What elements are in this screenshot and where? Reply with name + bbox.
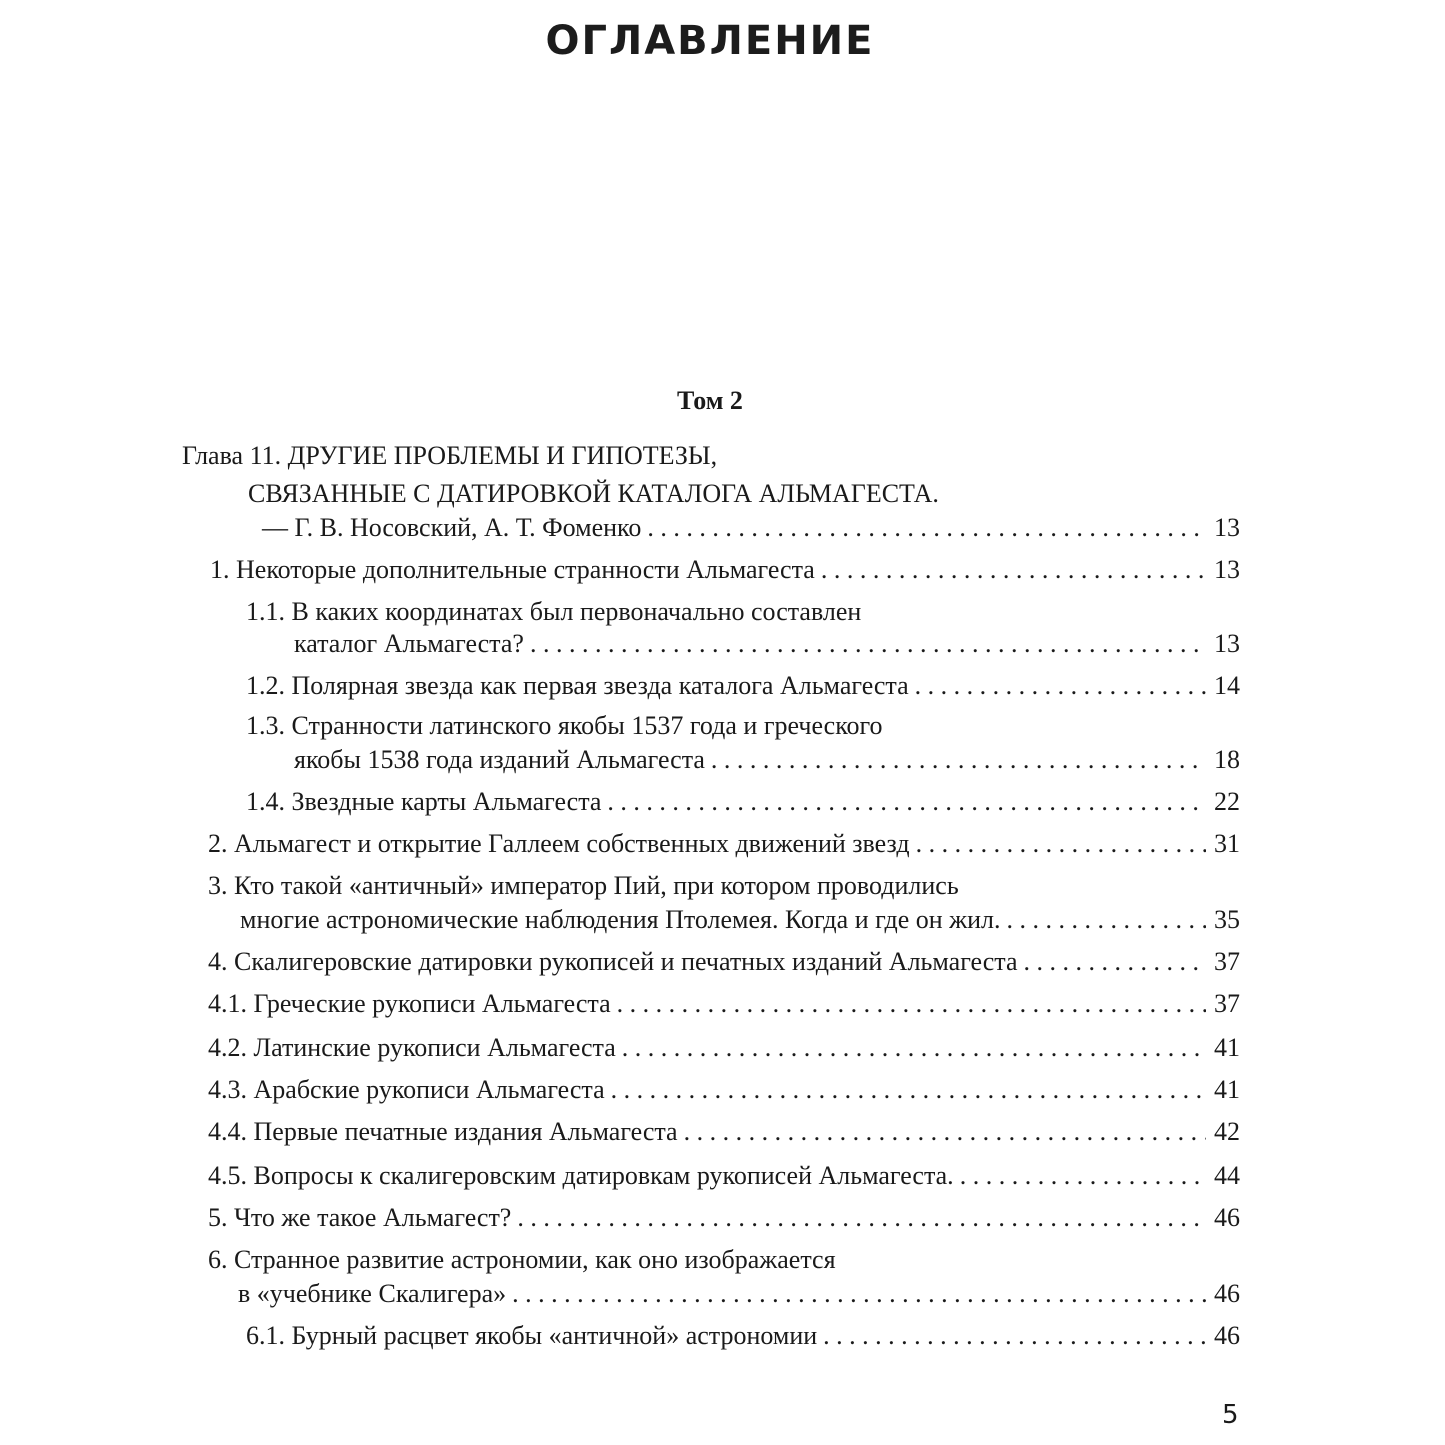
page-ref: 46	[1214, 1279, 1240, 1308]
chapter-title-line-2: СВЯЗАННЫЕ С ДАТИРОВКОЙ КАТАЛОГА АЛЬМАГЕСТА.	[248, 479, 939, 508]
leader-dots	[960, 1160, 1206, 1192]
page-ref: 14	[1214, 671, 1240, 700]
page-ref: 22	[1214, 787, 1240, 816]
leader-dots	[530, 628, 1206, 660]
page-ref: 37	[1214, 989, 1240, 1018]
toc-entry-5[interactable]: 5. Что же такое Альмагест? . . . 46	[208, 1202, 1240, 1234]
page-ref: 41	[1214, 1033, 1240, 1062]
page-ref: 41	[1214, 1075, 1240, 1104]
page-ref: 31	[1214, 829, 1240, 858]
toc-entry-6-line-2[interactable]: в «учебнике Скалигера» . . . 46	[238, 1278, 1240, 1310]
leader-dots	[915, 670, 1206, 702]
toc-entry-2[interactable]: 2. Альмагест и открытие Галлеем собственных движений звезд . . . 31	[208, 828, 1240, 860]
leader-dots	[607, 786, 1206, 818]
toc-entry-1-1-line-1[interactable]: 1.1. В каких координатах был первоначально составлен	[246, 597, 862, 626]
chapter-authors-line[interactable]: — Г. В. Носовский, А. Т. Фоменко . . . 13	[262, 512, 1240, 544]
toc-entry-4-2[interactable]: 4.2. Латинские рукописи Альмагеста . . . 41	[208, 1032, 1240, 1064]
page-ref: 35	[1214, 905, 1240, 934]
page-ref: 18	[1214, 745, 1240, 774]
toc-entry-6-1[interactable]: 6.1. Бурный расцвет якобы «античной» астрономии . . . 46	[246, 1320, 1240, 1352]
toc-entry-1-3-line-1[interactable]: 1.3. Странности латинского якобы 1537 года и греческого	[246, 711, 883, 740]
page-ref: 44	[1214, 1161, 1240, 1190]
leader-dots	[517, 1202, 1206, 1234]
toc-entry-1-3-line-2[interactable]: якобы 1538 года изданий Альмагеста . . . 18	[294, 744, 1240, 776]
leader-dots	[647, 512, 1206, 544]
page-ref: 46	[1214, 1203, 1240, 1232]
page-ref: 13	[1214, 555, 1240, 584]
toc-entry-1-4[interactable]: 1.4. Звездные карты Альмагеста . . . 22	[246, 786, 1240, 818]
page-ref: 13	[1214, 513, 1240, 542]
leader-dots	[611, 1074, 1206, 1106]
toc-entry-1-1-line-2[interactable]: каталог Альмагеста? . . . 13	[294, 628, 1240, 660]
leader-dots	[823, 1320, 1206, 1352]
leader-dots	[1023, 946, 1206, 978]
toc-entry-3-line-2[interactable]: многие астрономические наблюдения Птолемея. Когда и где он жил. . . . 35	[240, 904, 1240, 936]
volume-title: Том 2	[677, 386, 743, 415]
leader-dots	[684, 1116, 1206, 1148]
page-ref: 46	[1214, 1321, 1240, 1350]
leader-dots	[512, 1278, 1206, 1310]
leader-dots	[711, 744, 1206, 776]
leader-dots	[1007, 904, 1206, 936]
leader-dots	[622, 1032, 1206, 1064]
chapter-title-line-1: Глава 11. ДРУГИЕ ПРОБЛЕМЫ И ГИПОТЕЗЫ,	[182, 441, 718, 470]
toc-entry-4-5[interactable]: 4.5. Вопросы к скалигеровским датировкам рукописей Альмагеста. . . . 44	[208, 1160, 1240, 1192]
leader-dots	[916, 828, 1206, 860]
toc-entry-4-1[interactable]: 4.1. Греческие рукописи Альмагеста . . . 37	[208, 988, 1240, 1020]
toc-entry-1-2[interactable]: 1.2. Полярная звезда как первая звезда каталога Альмагеста . . . 14	[246, 670, 1240, 702]
page-ref: 37	[1214, 947, 1240, 976]
page-ref: 13	[1214, 629, 1240, 658]
leader-dots	[617, 988, 1206, 1020]
page-ref: 42	[1214, 1117, 1240, 1146]
toc-entry-4-3[interactable]: 4.3. Арабские рукописи Альмагеста . . . 41	[208, 1074, 1240, 1106]
toc-entry-1[interactable]: 1. Некоторые дополнительные странности Альмагеста . . . 13	[210, 554, 1240, 586]
toc-entry-3-line-1[interactable]: 3. Кто такой «античный» император Пий, при котором проводились	[208, 871, 959, 900]
page-heading: ОГЛАВЛЕНИЕ	[545, 18, 875, 64]
toc-entry-4-4[interactable]: 4.4. Первые печатные издания Альмагеста . . . 42	[208, 1116, 1240, 1148]
toc-entry-4[interactable]: 4. Скалигеровские датировки рукописей и печатных изданий Альмагеста . . . 37	[208, 946, 1240, 978]
page-number: 5	[1222, 1400, 1239, 1430]
leader-dots	[821, 554, 1206, 586]
toc-entry-6-line-1[interactable]: 6. Странное развитие астрономии, как оно изображается	[208, 1245, 836, 1274]
